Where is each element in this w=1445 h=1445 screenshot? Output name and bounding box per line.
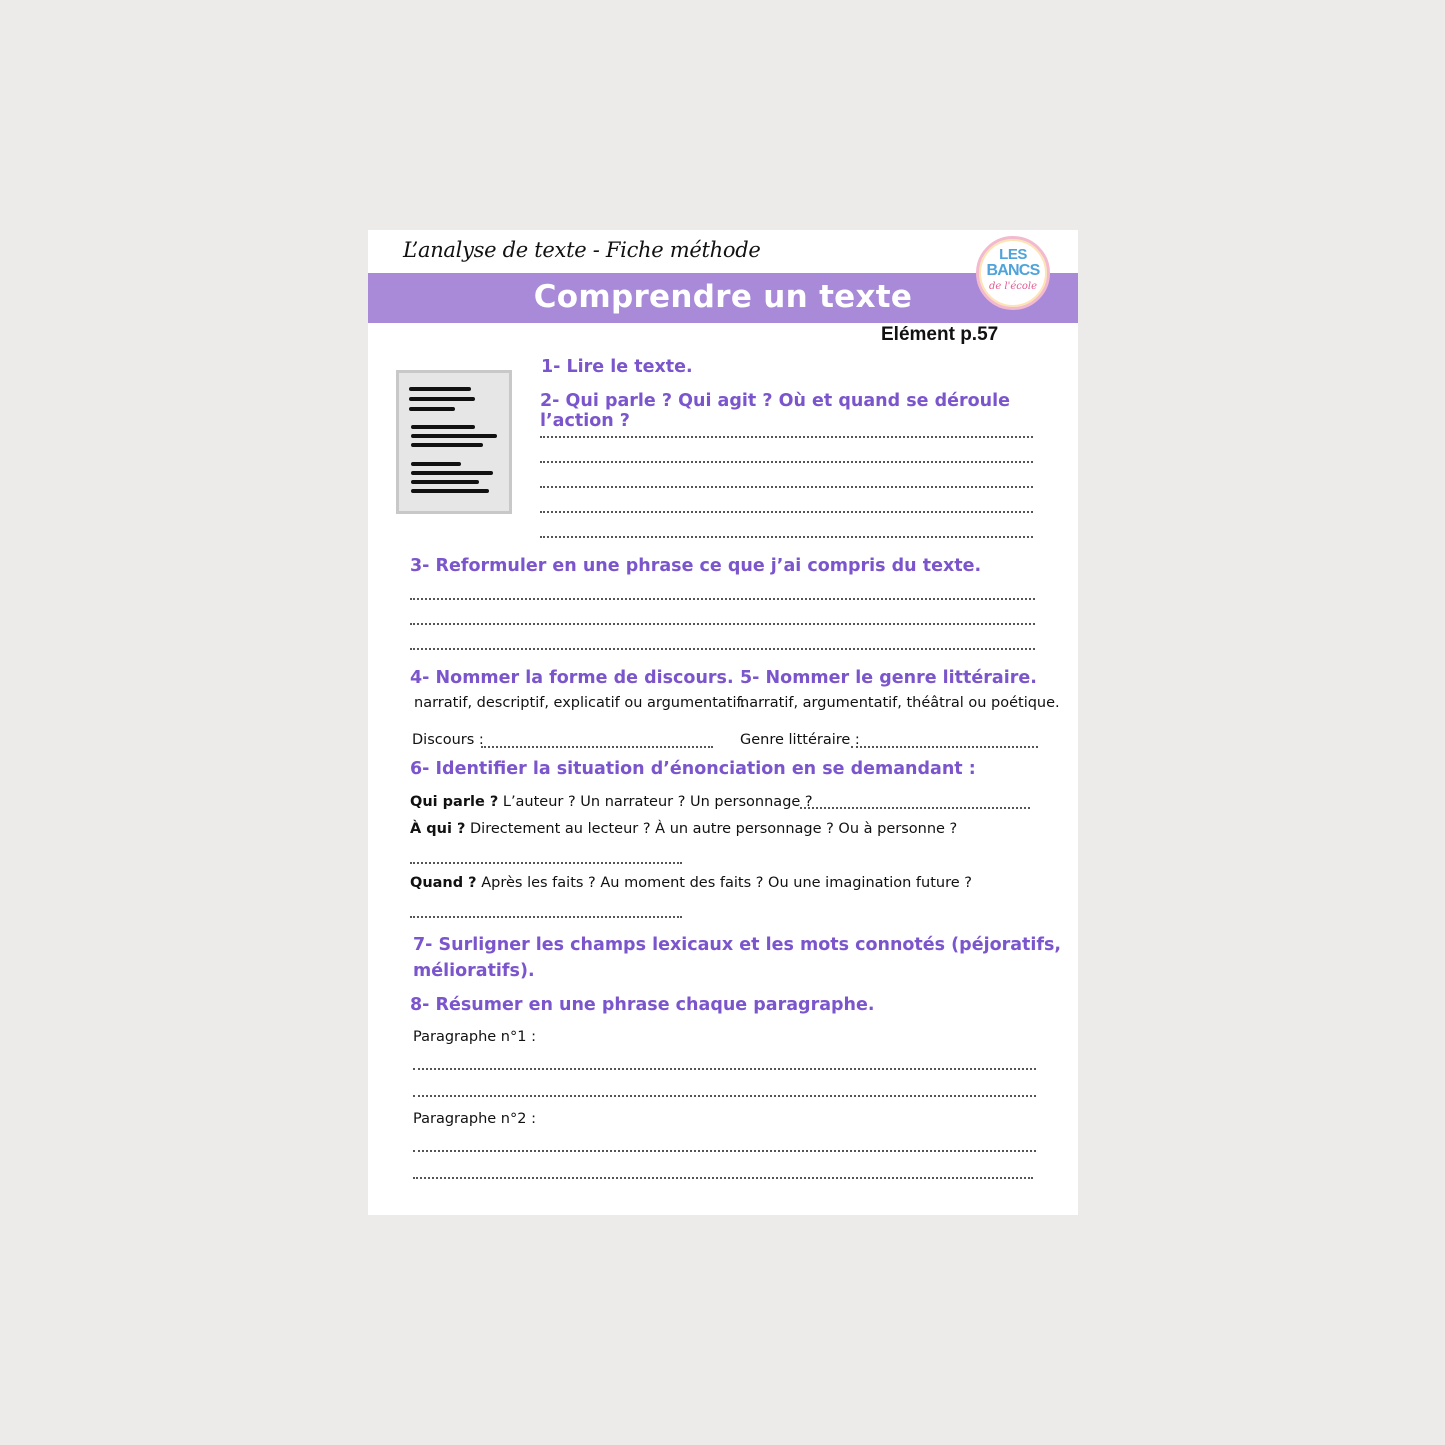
question-3-heading: 3- Reformuler en une phrase ce que j’ai compris du texte. — [410, 556, 982, 576]
answer-line[interactable] — [540, 511, 1033, 513]
answer-line[interactable] — [540, 536, 1033, 538]
question-5-hint: narratif, argumentatif, théâtral ou poétique. — [740, 695, 1060, 711]
logo-line-1: LES — [999, 246, 1027, 263]
who-speaks-row — [410, 794, 813, 810]
to-whom-text: Directement au lecteur ? À un autre personnage ? Ou à personne ? — [470, 821, 958, 837]
answer-line[interactable] — [410, 862, 682, 864]
question-6-heading: 6- Identifier la situation d’énonciation en se demandant : — [410, 759, 976, 779]
answer-line[interactable] — [413, 1068, 1036, 1070]
discourse-answer-line[interactable] — [481, 746, 713, 748]
paragraph-2-label: Paragraphe n°2 : — [413, 1111, 536, 1127]
question-7-heading-line-1: 7- Surligner les champs lexicaux et les mots connotés (péjoratifs, — [413, 935, 1062, 955]
answer-line[interactable] — [410, 916, 682, 918]
paragraph-1-label: Paragraphe n°1 : — [413, 1029, 536, 1045]
answer-line[interactable] — [410, 598, 1035, 600]
script-title: L’analyse de texte - Fiche méthode — [403, 238, 761, 262]
worksheet-page — [368, 230, 1078, 1215]
to-whom-row — [410, 821, 957, 837]
answer-line[interactable] — [540, 436, 1033, 438]
answer-line[interactable] — [540, 486, 1033, 488]
logo-line-2: BANCS — [986, 262, 1040, 279]
genre-answer-line[interactable] — [851, 746, 1038, 748]
when-label: Quand ? — [410, 875, 477, 891]
question-8-heading: 8- Résumer en une phrase chaque paragraphe. — [410, 995, 875, 1015]
question-7-heading-line-2: mélioratifs). — [413, 961, 535, 981]
question-5-heading: 5- Nommer le genre littéraire. — [740, 668, 1037, 688]
answer-line[interactable] — [413, 1150, 1036, 1152]
question-4-heading: 4- Nommer la forme de discours. — [410, 668, 734, 688]
answer-line[interactable] — [410, 623, 1035, 625]
question-1-heading: 1- Lire le texte. — [541, 357, 693, 377]
brand-logo — [976, 236, 1050, 310]
question-4-hint: narratif, descriptif, explicatif ou argumentatif. — [414, 695, 746, 711]
who-speaks-text: L’auteur ? Un narrateur ? Un personnage ? — [502, 794, 813, 810]
who-speaks-label: Qui parle ? — [410, 794, 499, 810]
page-title: Comprendre un texte — [533, 279, 913, 315]
to-whom-label: À qui ? — [410, 821, 466, 837]
discourse-label: Discours : — [412, 732, 484, 748]
answer-line[interactable] — [413, 1177, 1033, 1179]
when-row — [410, 875, 972, 891]
answer-line[interactable] — [800, 807, 1030, 809]
genre-label: Genre littéraire : — [740, 732, 860, 748]
question-2-heading: 2- Qui parle ? Qui agit ? Où et quand se déroule l’action ? — [540, 391, 1010, 431]
document-lines-icon — [396, 370, 512, 514]
answer-line[interactable] — [540, 461, 1033, 463]
answer-line[interactable] — [410, 648, 1035, 650]
logo-line-3: de l'école — [988, 281, 1038, 292]
page-reference: Elément p.57 — [881, 324, 999, 345]
when-text: Après les faits ? Au moment des faits ? Ou une imagination future ? — [481, 875, 972, 891]
answer-line[interactable] — [413, 1095, 1036, 1097]
title-band — [368, 273, 1078, 323]
